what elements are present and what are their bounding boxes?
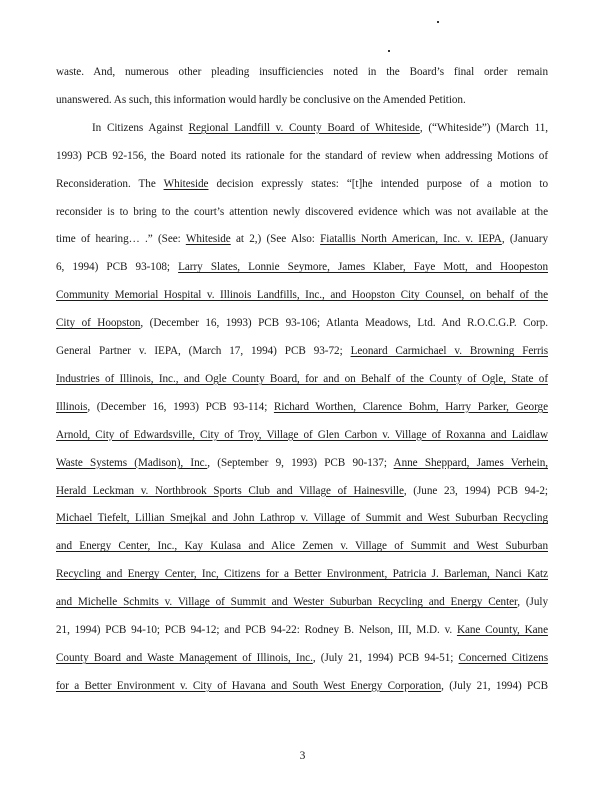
text-run: In Citizens Against [92,121,189,134]
scan-speck [437,21,439,23]
case-citation: Leonard Carmichael v. Browning Ferris [350,345,549,357]
text-run: , (July 21, 1994) PCB [441,679,548,692]
case-citation: Regional Landfill v. County Board of Whiteside [188,121,420,134]
case-citation: Larry Slates, Lonnie Seymore, James Klaber, Faye Mott, and Hoopeston [178,261,548,274]
case-citation: Whiteside [163,177,209,190]
text-run: , (July 21, 1994) PCB 94-51; [312,651,459,664]
text-line [92,121,548,135]
text-line [56,428,548,442]
case-citation: and Michelle Schmits v. Village of Summit and Wester Suburban Recycling and Energy Center [56,596,518,609]
text-line [56,288,548,302]
text-run: waste. And, numerous other pleading insufficiencies noted in the Board’s final order remain [56,66,548,78]
text-line [56,177,548,191]
text-line [56,567,548,581]
case-citation: Concerned Citizens [458,651,548,664]
case-citation: Illinois [56,400,88,413]
text-line [56,65,548,79]
case-citation: Waste Systems (Madison), Inc. [56,456,208,469]
text-run: , (September 9, 1993) PCB 90-137; [207,456,394,469]
case-citation: Industries of Illinois, Inc., and Ogle County Board, for and on Behalf of the County of Ogle, State of [56,372,548,385]
case-citation: City of Hoopston [56,317,141,330]
text-run: , (January [501,233,548,246]
text-run: unanswered. As such, this information would hardly be conclusive on the Amended Petition. [56,93,466,106]
case-citation: Kane County, Kane [456,624,549,636]
text-line [56,205,548,219]
text-run: decision expressly states: “[t]he intended purpose of a motion to [208,177,548,190]
case-citation: Anne Sheppard, James Verhein, [393,456,548,469]
text-run: 21, 1994) PCB 94-10; PCB 94-12; and PCB 94-22: Rodney B. Nelson, III, M.D. v. [56,624,457,636]
case-citation: Herald Leckman v. Northbrook Sports Club and Village of Hainesville [56,484,404,497]
text-run: , (July [517,596,549,609]
text-line [56,484,548,498]
text-line [56,344,548,358]
text-line [56,539,548,553]
text-line [56,623,548,637]
case-citation: Michael Tiefelt, Lillian Smejkal and John Lathrop v. Village of Summit and West Suburban Recycling [56,512,548,525]
text-line [56,679,548,693]
text-run: reconsider is to bring to the court’s attention newly discovered evidence which was not available at the [56,205,548,218]
page-number: 3 [299,750,306,762]
case-citation: and Energy Center, Inc., Kay Kulasa and Alice Zemen v. Village of Summit and West Suburban [56,540,548,553]
text-line [56,260,548,274]
text-line [56,400,548,414]
case-citation: for a Better Environment v. City of Havana and South West Energy Corporation [56,679,442,692]
text-line [56,651,548,665]
text-run: , (June 23, 1994) PCB 94-2; [403,484,548,497]
scan-speck [388,50,390,52]
case-citation: Recycling and Energy Center, Inc, Citizens for a Better Environment, Patricia J. Barleman, Nanci Katz [56,568,548,581]
text-line [56,595,548,609]
text-line [56,93,548,107]
text-run: Reconsideration. The [56,177,164,190]
text-line [56,316,548,330]
case-citation: Fiatallis North American, Inc. v. IEPA [320,233,502,246]
text-line [56,456,548,470]
text-run: General Partner v. IEPA, (March 17, 1994) PCB 93-72; [56,345,351,357]
case-citation: Arnold, City of Edwardsville, City of Troy, Village of Glen Carbon v. Village of Roxanna and Laidlaw [56,428,548,441]
case-citation: County Board and Waste Management of Illinois, Inc. [56,651,313,664]
text-run: 6, 1994) PCB 93-108; [56,261,179,274]
text-run: 1993) PCB 92-156, the Board noted its rationale for the standard of review when addressing Motions of [56,149,548,162]
text-run: , (December 16, 1993) PCB 93-114; [87,400,274,413]
text-line [56,149,548,163]
text-run: , (“Whiteside”) (March 11, [419,121,549,134]
text-line [56,232,548,246]
text-run: at 2,) (See Also: [230,233,321,246]
case-citation: Richard Worthen, Clarence Bohm, Harry Parker, George [273,400,548,413]
text-line [56,372,548,386]
text-run: , (December 16, 1993) PCB 93-106; Atlanta Meadows, Ltd. And R.O.C.G.P. Corp. [140,317,548,330]
case-citation: Whiteside [185,233,231,246]
case-citation: Community Memorial Hospital v. Illinois Landfills, Inc., and Hoopston City Counsel, on behalf of the [56,289,548,302]
text-line [56,511,548,525]
text-run: time of hearing… .” (See: [56,233,186,246]
